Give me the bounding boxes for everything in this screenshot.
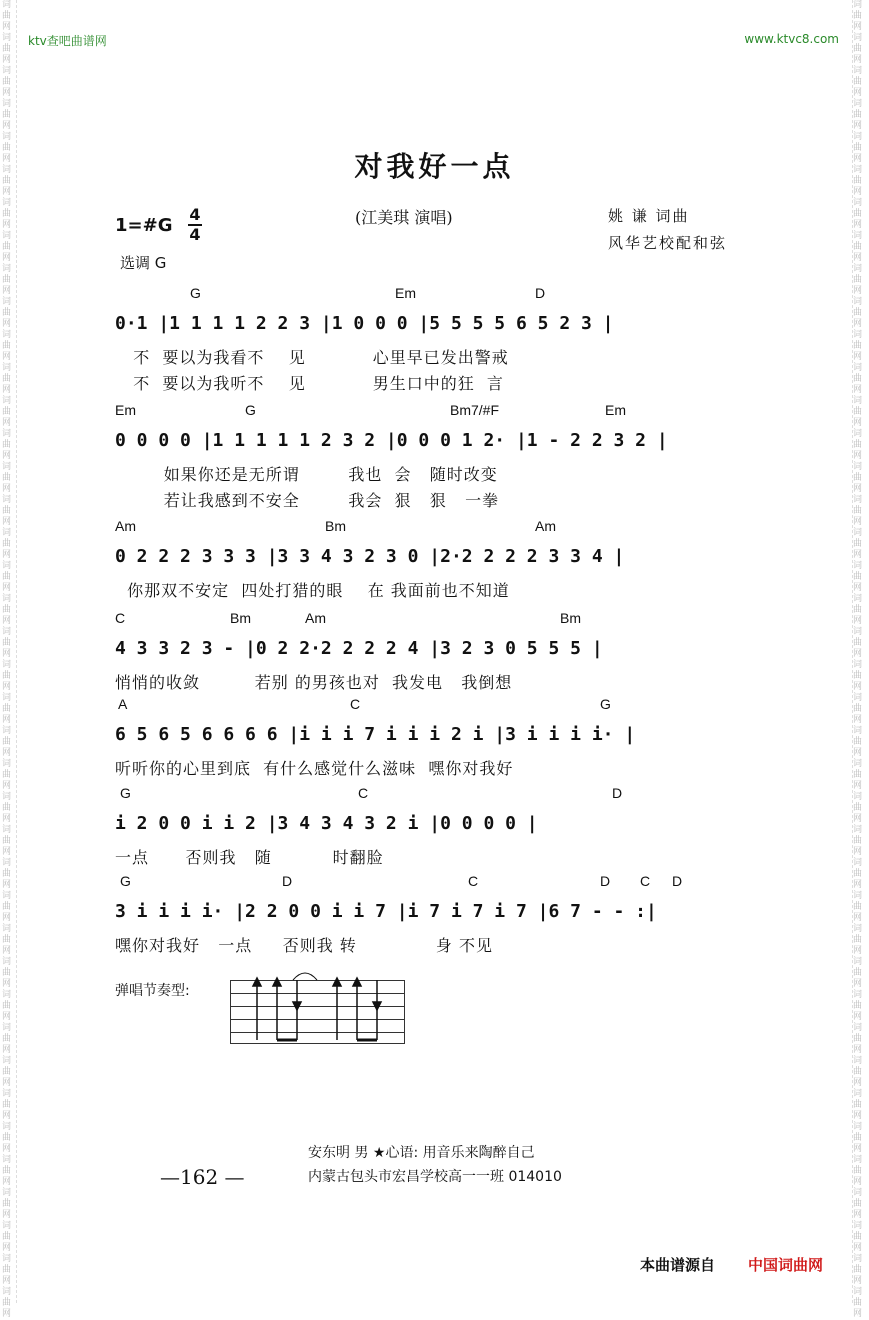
chord-label: Bm [560, 610, 581, 626]
time-top: 4 [189, 205, 201, 224]
chord-label: Em [115, 402, 136, 418]
notation-line: i 2 0 0 i i 2 |3 4 3 4 3 2 i |0 0 0 0 | [115, 813, 538, 834]
time-signature [188, 207, 202, 243]
key-signature: 1=#G [115, 215, 173, 236]
contributor-line: 安东明 男 ★心语: 用音乐来陶醉自己 [308, 1145, 535, 1161]
capo-key: 选调 G [120, 254, 167, 272]
chord-label: Am [535, 518, 556, 534]
chord-label: Am [115, 518, 136, 534]
lyric-line: 如果你还是无所谓 我也 会 随时改变 [115, 465, 498, 484]
notation-line: 6 5 6 5 6 6 6 6 |i i i 7 i i i 2 i |3 i i i i· | [115, 724, 636, 745]
lyric-line: 不 要以为我听不 见 男生口中的狂 言 [115, 374, 504, 393]
notation-line: 0·1 |1 1 1 1 2 2 3 |1 0 0 0 |5 5 5 5 6 5 2 3 | [115, 313, 614, 334]
singer-credit: (江美琪 演唱) [355, 208, 453, 227]
chord-label: D [282, 873, 293, 889]
lyricist-composer: 姚 谦 词曲 [608, 207, 690, 225]
lyric-line: 悄悄的收敛 若别 的男孩也对 我发电 我倒想 [115, 673, 513, 692]
site-logo-left[interactable]: ktv查吧曲谱网 [28, 34, 107, 48]
time-bottom: 4 [189, 225, 201, 244]
site-url-right[interactable]: www.ktvc8.com [744, 32, 839, 46]
chord-label: G [120, 873, 131, 889]
chord-label: Bm [325, 518, 346, 534]
chord-label: D [535, 285, 546, 301]
right-margin-watermark: 词曲网 词曲网 词曲网 词曲网 词曲网 词曲网 词曲网 词曲网 词曲网 词曲网 词曲网 词曲网 词曲网 词曲网 词曲网 词曲网 词曲网 词曲网 词曲网 词曲网 词曲网 词曲网 词曲网 词曲网 词曲网 词曲网 词曲网 词曲网 词曲网 词曲网 词曲网 词曲网 词曲网 词曲网 词曲网 词曲网 词曲网 词曲网 词曲网 词曲网 [852, 0, 867, 1303]
notation-line: 0 0 0 0 |1 1 1 1 1 2 3 2 |0 0 0 1 2· |1 - 2 2 3 2 | [115, 430, 668, 451]
chord-label: C [358, 785, 369, 801]
notation-line: 3 i i i i· |2 2 0 0 i i 7 |i 7 i 7 i 7 |6 7 - - :| [115, 901, 657, 922]
song-title: 对我好一点 [354, 150, 515, 183]
chord-label: Am [305, 610, 326, 626]
source-label: 本曲谱源自 [640, 1256, 716, 1274]
source-site-link[interactable]: 中国词曲网 [748, 1256, 824, 1274]
school-line: 内蒙古包头市宏昌学校高一一班 014010 [308, 1169, 562, 1185]
lyric-line: 你那双不安定 四处打猎的眼 在 我面前也不知道 [115, 581, 510, 600]
strum-arrows-icon [230, 968, 405, 1048]
lyric-line: 不 要以为我看不 见 心里早已发出警戒 [115, 348, 509, 367]
chord-label: Bm [230, 610, 251, 626]
arranger: 风华艺校配和弦 [608, 234, 728, 252]
lyric-line: 听听你的心里到底 有什么感觉什么滋味 嘿你对我好 [115, 759, 514, 778]
lyric-line: 一点 否则我 随 时翻脸 [115, 848, 384, 867]
page-number: —162 — [160, 1165, 245, 1189]
chord-label: G [245, 402, 256, 418]
left-margin-watermark: 词曲网 词曲网 词曲网 词曲网 词曲网 词曲网 词曲网 词曲网 词曲网 词曲网 词曲网 词曲网 词曲网 词曲网 词曲网 词曲网 词曲网 词曲网 词曲网 词曲网 词曲网 词曲网 词曲网 词曲网 词曲网 词曲网 词曲网 词曲网 词曲网 词曲网 词曲网 词曲网 词曲网 词曲网 词曲网 词曲网 词曲网 词曲网 词曲网 词曲网 [2, 0, 17, 1303]
rhythm-pattern-label: 弹唱节奏型: [115, 983, 190, 999]
notation-line: 4 3 3 2 3 - |0 2 2·2 2 2 2 4 |3 2 3 0 5 5 5 | [115, 638, 603, 659]
chord-label: C [640, 873, 651, 889]
chord-label: Em [605, 402, 626, 418]
chord-label: A [118, 696, 128, 712]
chord-label: G [600, 696, 611, 712]
chord-label: Em [395, 285, 416, 301]
chord-label: D [600, 873, 611, 889]
lyric-line: 若让我感到不安全 我会 狠 狠 一拳 [115, 491, 500, 510]
lyric-line: 嘿你对我好 一点 否则我 转 身 不见 [115, 936, 493, 955]
rhythm-tab-staff [230, 980, 405, 1044]
chord-label: G [190, 285, 201, 301]
chord-label: C [115, 610, 126, 626]
chord-label: C [468, 873, 479, 889]
chord-label: D [612, 785, 623, 801]
chord-label: Bm7/#F [450, 402, 500, 418]
chord-label: D [672, 873, 683, 889]
chord-label: C [350, 696, 361, 712]
chord-label: G [120, 785, 131, 801]
notation-line: 0 2 2 2 3 3 3 |3 3 4 3 2 3 0 |2·2 2 2 2 3 3 4 | [115, 546, 625, 567]
